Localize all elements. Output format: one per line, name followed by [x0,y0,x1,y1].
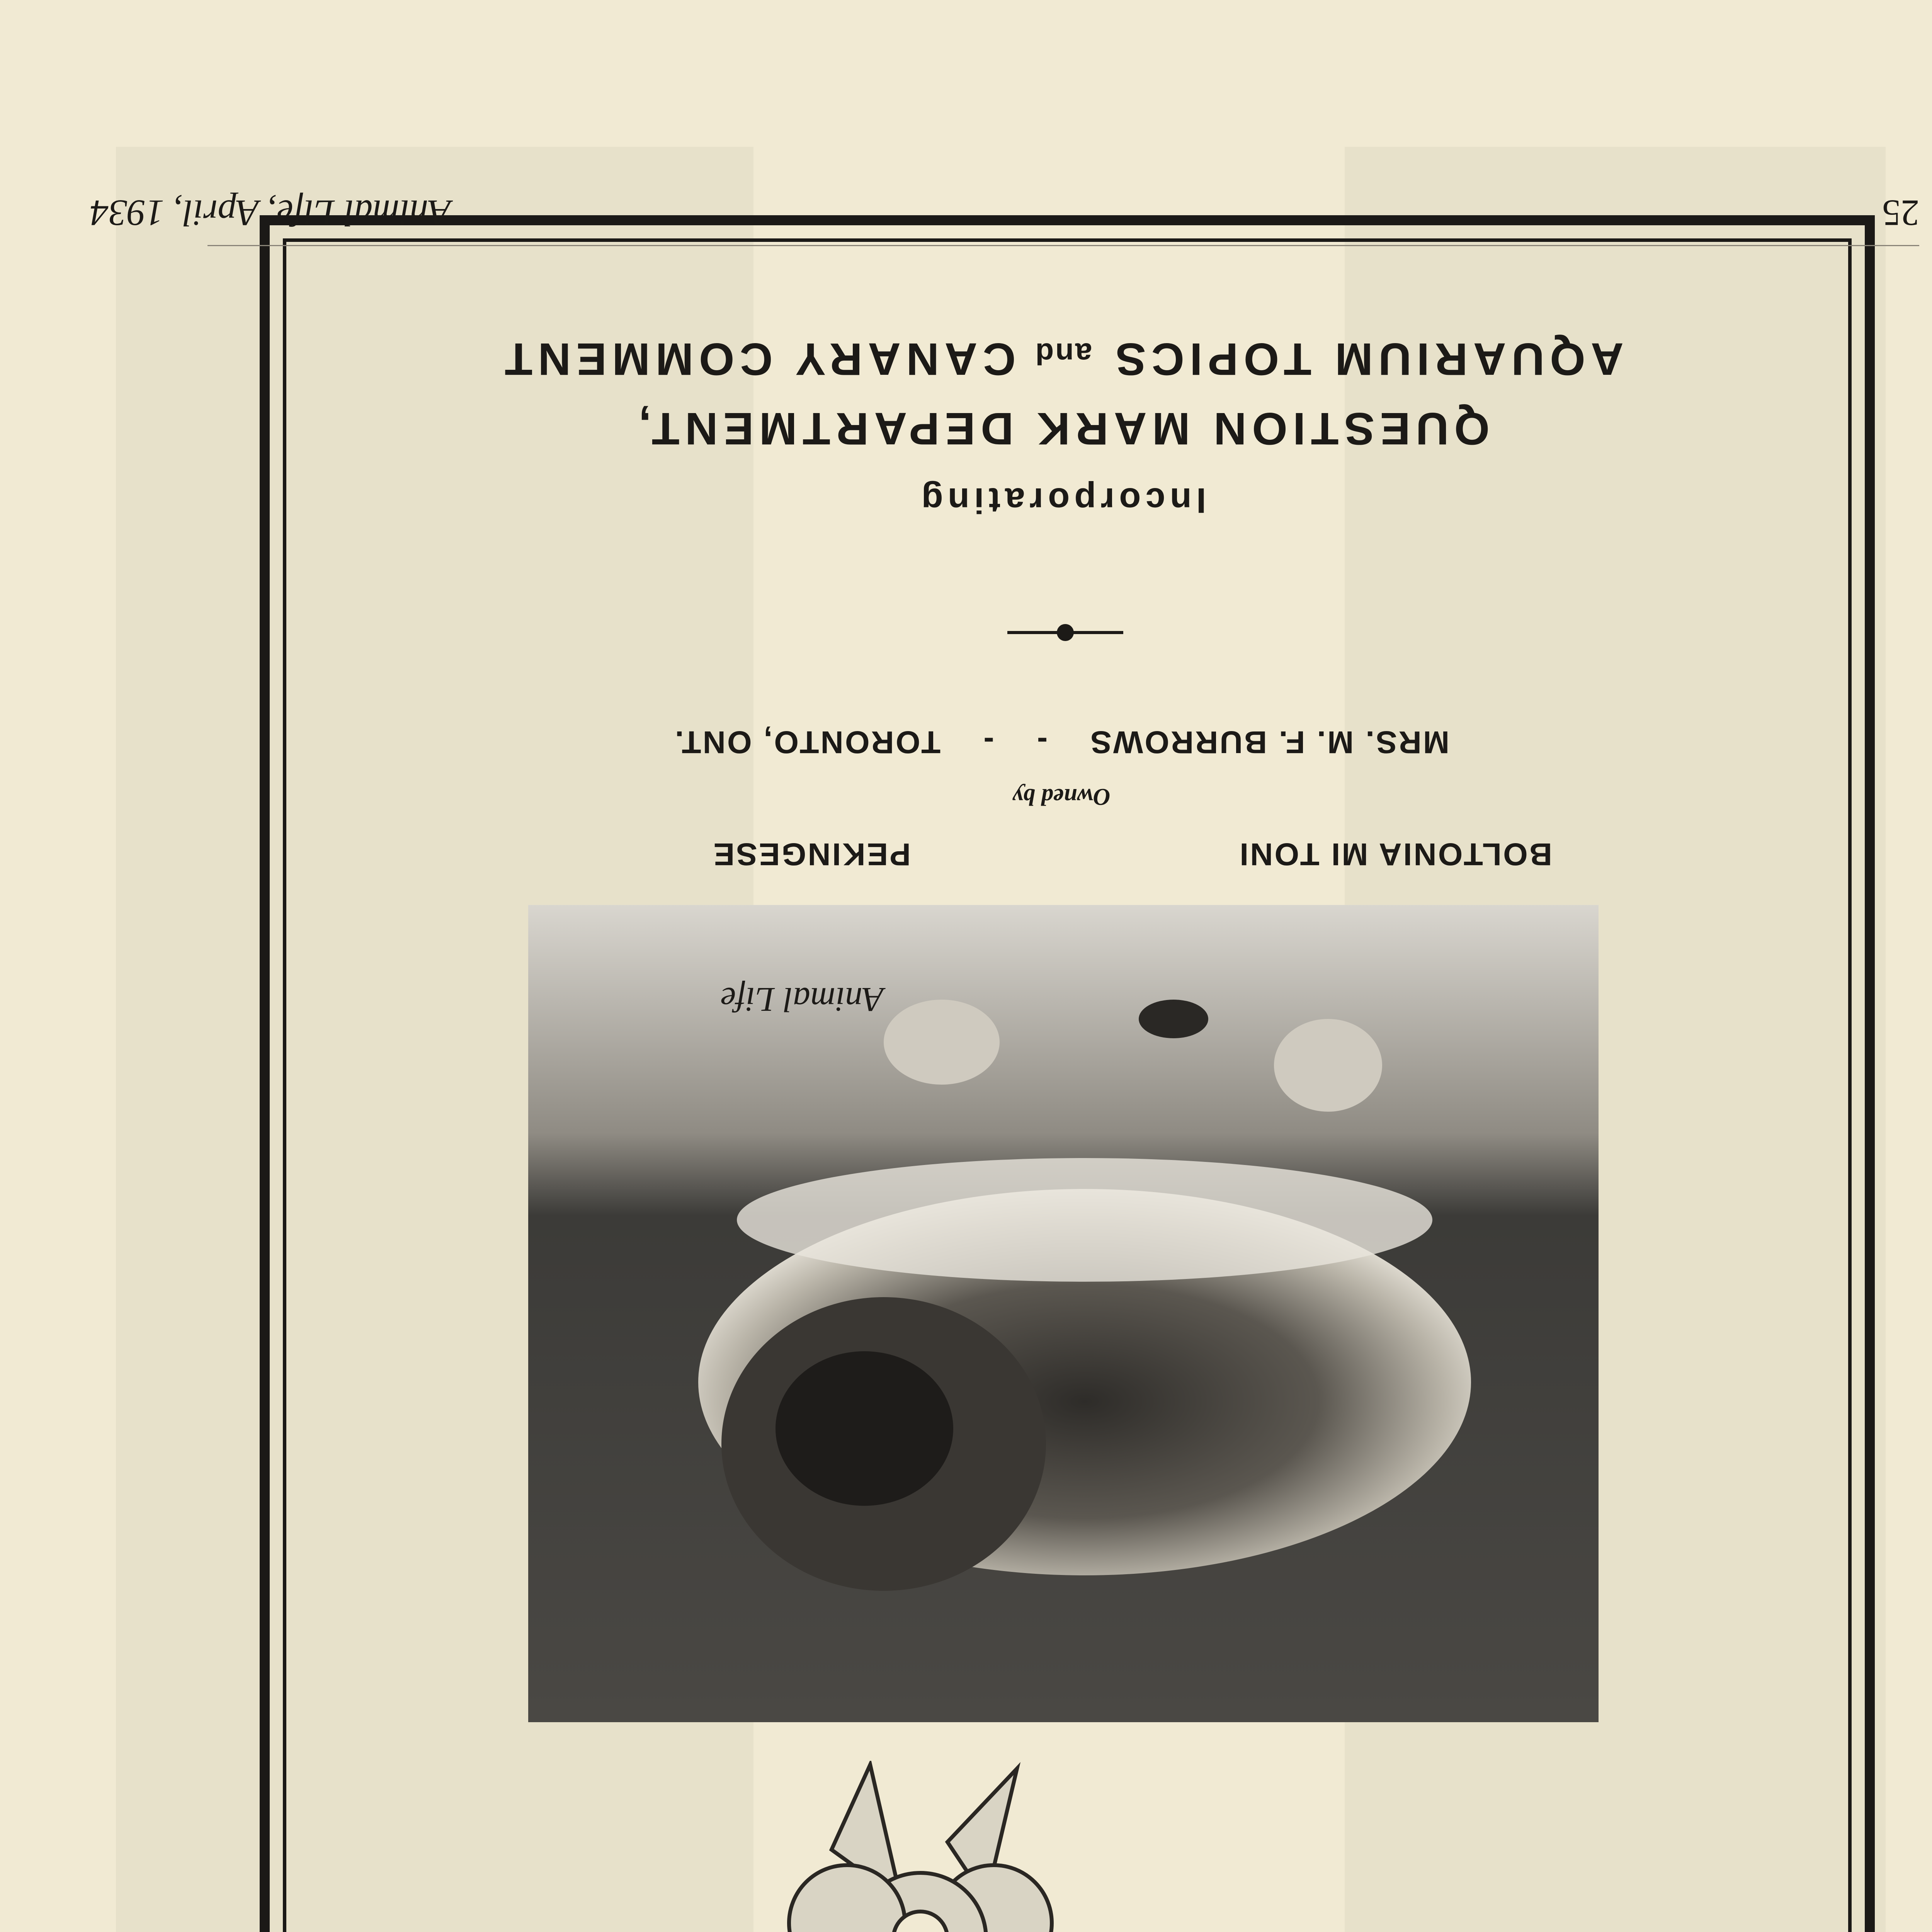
dog-name: BOLTONIA MI TONI [1238,837,1552,872]
photo-signature: Animal Life [720,980,884,1019]
owner-line: MRS. M. F. BURROWS - - TORONTO, ONT. [673,724,1450,760]
running-footer: Animal Life, April, 1934 [90,192,451,234]
dog-illustration [528,905,1599,1722]
canary-comment: CANARY COMMENT [499,333,1016,384]
pekingese-photo [528,905,1599,1722]
owned-by-label: Owned by [1012,784,1111,810]
ornament-divider-icon [1007,621,1123,644]
topics-line [463,333,1660,385]
page-number: 25 [1882,192,1919,234]
and-word: and [1034,337,1092,371]
rosette-ribbon-icon [723,1761,1102,1932]
breed-label: PEKINGESE [712,837,911,872]
incorporating-label: Incorporating [917,481,1206,520]
department-line: QUESTION MARK DEPARTMENT, [633,403,1490,454]
footer-rule [207,245,1919,246]
aquarium-topics: AQUARIUM TOPICS [1110,333,1624,384]
